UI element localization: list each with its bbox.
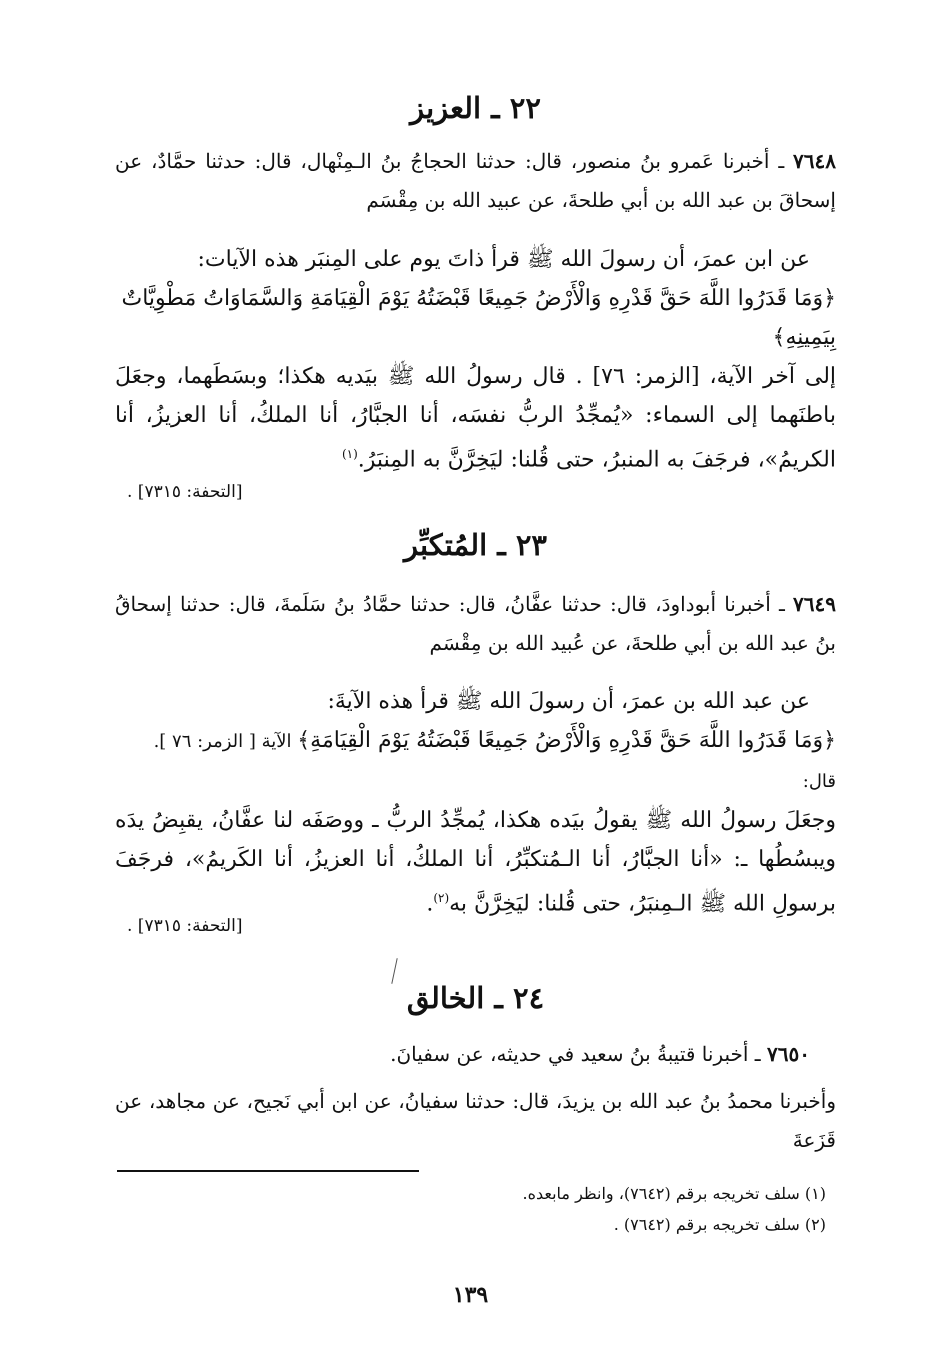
quran-verse-with-ref: ﴿وَمَا قَدَرُوا اللَّهَ حَقَّ قَدْرِهِ وَالْأَرْضُ جَمِيعًا قَبْضَتُهُ يَوْمَ الْقِيَامَةِ﴾ الآية [ الزمر: ٧٦ ]. قال: — [153, 728, 836, 792]
footnote-separator — [117, 1170, 419, 1172]
tuhfa-reference: [التحفة: ٧٣١٥] . — [127, 482, 243, 502]
hadith-number: ٧٦٤٨ — [793, 149, 837, 173]
hadith-7648-isnad: ٧٦٤٨ ـ أخبرنا عَمرو بنُ منصور، قال: حدثنا الحجاجُ بنُ الـمِنْهال، قال: حدثنا حمَّادٌ، عن إسحاقَ بن عبد الله بن أبي طلحةَ، عن عبيد الله بن مِقْسَم — [115, 149, 837, 212]
hadith-7650-line-2: وأخبرنا محمدُ بنُ عبد الله بن يزيدَ، قال: حدثنا سفيانُ، عن ابن أبي نَجيح، عن مجاهد، عن قَزَعةَ — [115, 1089, 836, 1152]
hadith-7649-isnad: ٧٦٤٩ ـ أخبرنا أبوداودَ، قال: حدثنا عفَّانُ، قال: حدثنا حمَّادُ بنُ سَلَمةَ، قال: حدثنا إسحاقُ بنُ عبد الله بن أبي طلحةَ، عن عُبيد الله بن مِقْسَم — [115, 592, 836, 655]
footnote-2: (٢) سلف تخريجه برقم (٧٦٤٢) . — [613, 1215, 826, 1234]
hadith-7648-matn: إلى آخر الآية، [الزمر: ٧٦] . قال رسولُ الله ﷺ بيَديه هكذا؛ وبسَطَهما، وجعَلَ باطنَهما إلى السماء: «يُمجِّدُ الربُّ نفسَه، أنا الجبَّارُ، أنا الملكُ، أنا العزيزُ، أنا الكريمُ»، فرجَفَ به المنبرُ، حتى قُلنا: ليَخِرَّنَّ به المِنبَرُ.$^{(١)}$ — [115, 364, 837, 473]
section-heading-al-mutakabbir: ٢٣ ـ المُتكبِّر — [403, 528, 548, 562]
section-heading-al-khaliq: ٢٤ ـ الخالق — [406, 981, 545, 1015]
footnote-ref[interactable]: (١) — [341, 447, 358, 461]
hadith-7649-matn: وجعَلَ رسولُ الله ﷺ يقولُ بيَده هكذا، يُمجِّدُ الربُّ ـ ووصَفَه لنا عفَّانُ، يقبِضُ يدَه ويبسُطُها ـ: «أنا الجبَّارُ، أنا الـمُتكبِّرُ، أنا الملكُ، أنا العزيزُ، أنا الكَريمُ»، فرجَفَ برسولِ الله ﷺ الـمِنبَرُ، حتى قُلنا: ليَخِرَّنَّ به$^{(٢)}$. — [115, 808, 836, 917]
footnotes — [406, 1178, 826, 1240]
tuhfa-reference: [التحفة: ٧٣١٥] . — [127, 916, 243, 936]
quran-verse: ﴿وَمَا قَدَرُوا اللَّهَ حَقَّ قَدْرِهِ وَالْأَرْضُ جَمِيعًا قَبْضَتُهُ يَوْمَ الْقِيَامَةِ وَالسَّمَاوَاتُ مَطْوِيَّاتٌ بِيَمِينِهِ﴾ — [121, 286, 836, 350]
footnote-1: (١) سلف تخريجه برقم (٧٦٤٢)، وانظر مابعده. — [522, 1184, 826, 1203]
section-heading-al-aziz: ٢٢ ـ العزيز — [410, 91, 541, 125]
hadith-7648-matn-intro: عن ابن عمرَ، أن رسولَ الله ﷺ قرأ ذاتَ يوم على المِنبَر هذه الآيات: — [197, 247, 810, 272]
footnote-ref[interactable]: (٢) — [433, 891, 450, 905]
hadith-number: ٧٦٤٩ — [793, 592, 836, 616]
hadith-number: ٧٦٥٠ — [767, 1042, 810, 1066]
page-number: ١٣٩ — [452, 1282, 489, 1308]
hadith-7649-matn-intro: عن عبد الله بن عمرَ، أن رسولَ الله ﷺ قرأ هذه الآيةَ: — [327, 689, 810, 714]
hadith-7650-line-1: ٧٦٥٠ ـ أخبرنا قتيبةُ بنُ سعيد في حديثه، عن سفيانَ. — [390, 1042, 810, 1066]
